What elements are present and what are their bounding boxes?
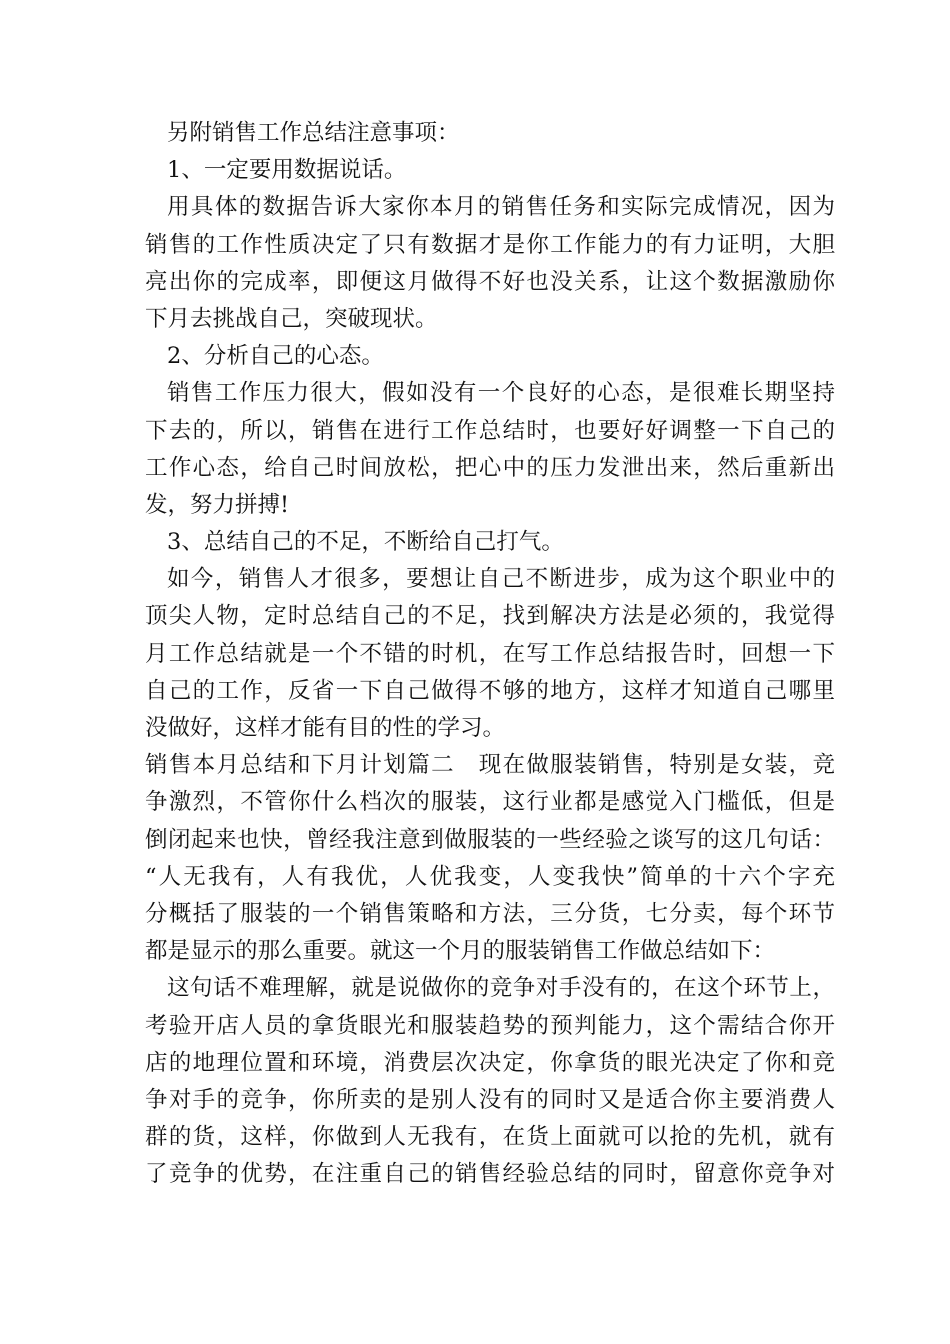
text-line: 另附销售工作总结注意事项： — [167, 120, 460, 146]
text-line: 下去的，所以，销售在进行工作总结时，也要好好调整一下自己的 — [145, 417, 835, 444]
text-line: 这句话不难理解，就是说做你的竞争对手没有的，在这个环节上， — [167, 975, 835, 1002]
text-line: 销售本月总结和下月计划篇二 现在做服装销售，特别是女装，竞 — [145, 752, 835, 779]
text-line: 考验开店人员的拿货眼光和服装趋势的预判能力，这个需结合你开 — [145, 1012, 835, 1039]
text-line: 没做好，这样才能有目的性的学习。 — [145, 715, 506, 741]
text-line: 群的货，这样，你做到人无我有，在货上面就可以抢的先机，就有 — [145, 1124, 835, 1151]
text-line: 店的地理位置和环境，消费层次决定，你拿货的眼光决定了你和竞 — [145, 1049, 835, 1076]
text-line: 下月去挑战自己，突破现状。 — [145, 305, 438, 332]
text-line: 用具体的数据告诉大家你本月的销售任务和实际完成情况，因为 — [167, 194, 835, 221]
text-line: 销售工作压力很大，假如没有一个良好的心态，是很难长期坚持 — [167, 380, 835, 407]
text-line: 月工作总结就是一个不错的时机，在写工作总结报告时，回想一下 — [145, 640, 835, 667]
text-line: 如今，销售人才很多，要想让自己不断进步，成为这个职业中的 — [167, 566, 835, 593]
text-line: “人无我有，人有我优，人优我变，人变我快”简单的十六个字充 — [145, 863, 835, 890]
text-line: 了竞争的优势，在注重自己的销售经验总结的同时，留意你竞争对 — [145, 1161, 835, 1188]
text-line: 自己的工作，反省一下自己做得不够的地方，这样才知道自己哪里 — [145, 677, 835, 704]
text-line: 争对手的竞争，你所卖的是别人没有的同时又是适合你主要消费人 — [145, 1086, 835, 1113]
text-line: 工作心态，给自己时间放松，把心中的压力发泄出来，然后重新出 — [145, 454, 835, 481]
text-line: 1、一定要用数据说话。 — [167, 157, 407, 184]
text-line: 都是显示的那么重要。就这一个月的服装销售工作做总结如下： — [145, 938, 776, 965]
text-line: 亮出你的完成率，即便这月做得不好也没关系，让这个数据激励你 — [145, 268, 835, 295]
text-line: 发，努力拼搏! — [145, 491, 290, 518]
text-line: 分概括了服装的一个销售策略和方法，三分货，七分卖，每个环节 — [145, 900, 835, 927]
text-line: 顶尖人物，定时总结自己的不足，找到解决方法是必须的，我觉得 — [145, 603, 835, 630]
document-body — [145, 115, 835, 1193]
text-line: 2、分析自己的心态。 — [167, 343, 384, 370]
text-line: 争激烈，不管你什么档次的服装，这行业都是感觉入门槛低，但是 — [145, 789, 835, 816]
text-line: 3、总结自己的不足，不断给自己打气。 — [167, 529, 564, 556]
text-line: 销售的工作性质决定了只有数据才是你工作能力的有力证明，大胆 — [145, 231, 835, 258]
text-line: 倒闭起来也快，曾经我注意到做服装的一些经验之谈写的这几句话： — [145, 826, 835, 853]
